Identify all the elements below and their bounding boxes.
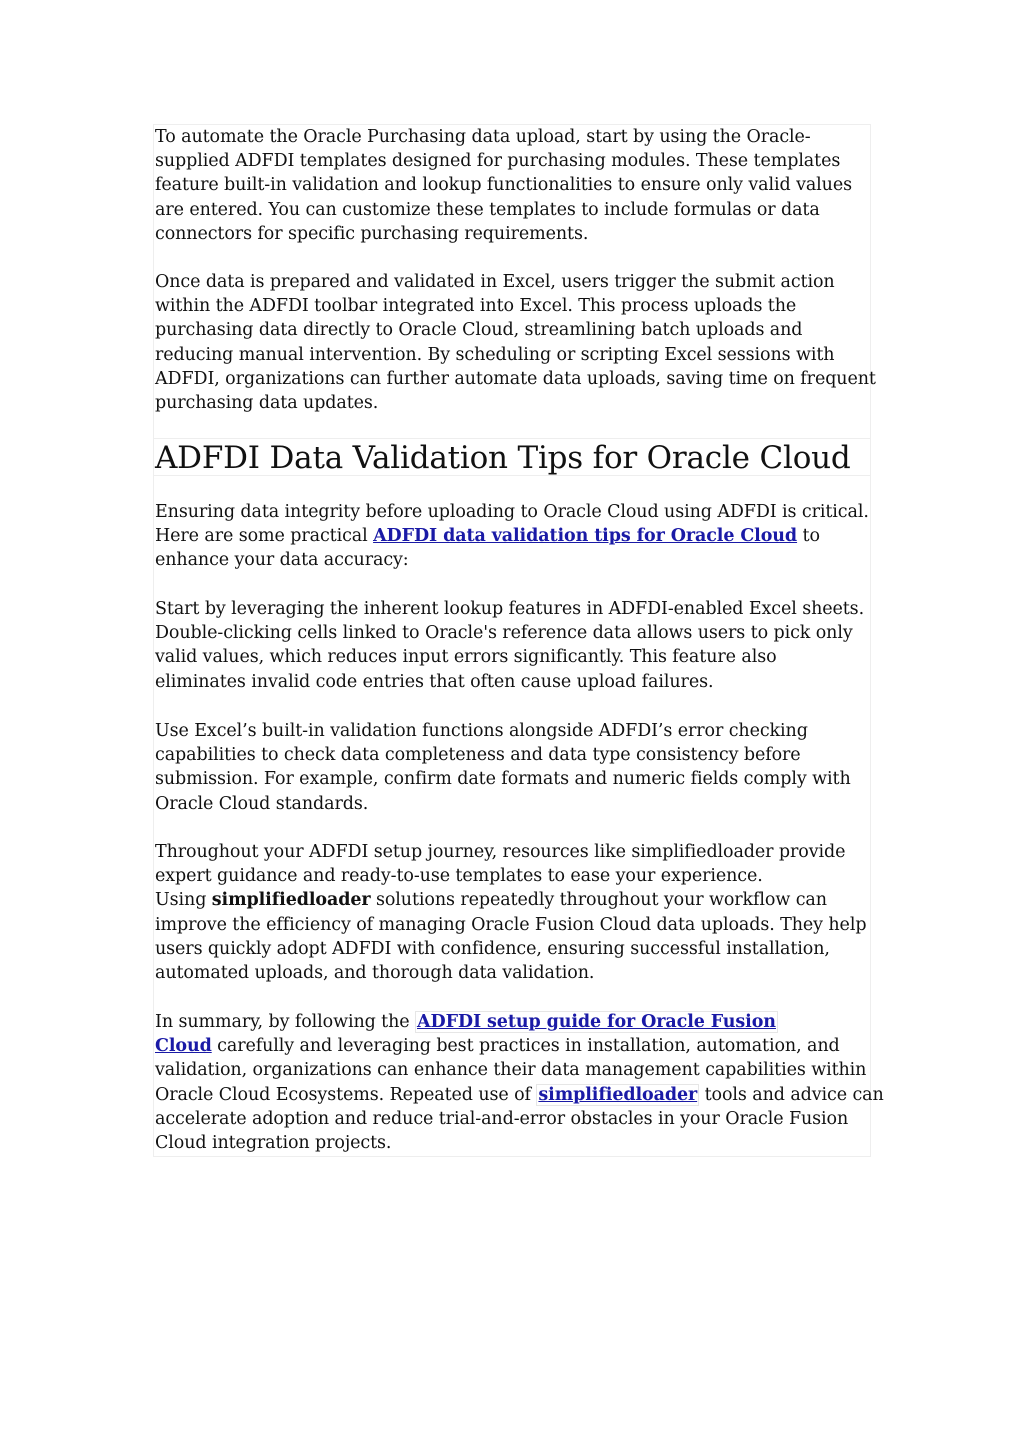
text-line: ADFDI, organizations can further automate data uploads, saving time on frequent <box>155 368 876 389</box>
text-line <box>155 888 871 912</box>
paragraph-data-integrity <box>155 500 871 573</box>
text-line <box>155 524 871 548</box>
text-line: Oracle Cloud standards. <box>155 793 369 814</box>
text-line: are entered. You can customize these templates to include formulas or data <box>155 199 820 220</box>
paragraph-excel-validation <box>155 719 871 816</box>
text-fragment: solutions repeatedly throughout your workflow can <box>370 890 827 911</box>
text-fragment: tools and advice can <box>699 1084 884 1105</box>
paragraph-lookup-features <box>155 597 871 694</box>
text-line: submission. For example, confirm date formats and numeric fields comply with <box>155 769 851 790</box>
text-line: connectors for specific purchasing requirements. <box>155 223 589 244</box>
text-line: purchasing data updates. <box>155 393 379 414</box>
text-line: valid values, which reduces input errors significantly. This feature also <box>155 647 777 668</box>
text-line: Start by leveraging the inherent lookup features in ADFDI-enabled Excel sheets. <box>155 599 865 619</box>
text-line: Ensuring data integrity before uploading to Oracle Cloud using ADFDI is critical. <box>155 502 869 522</box>
paragraph-purchasing-upload <box>155 125 871 246</box>
text-fragment: carefully and leveraging best practices in installation, automation, and <box>211 1036 840 1057</box>
paragraph-setup-journey <box>155 840 871 985</box>
text-line <box>155 1034 871 1058</box>
setup-guide-link-continued[interactable]: Cloud <box>155 1036 212 1057</box>
text-line: expert guidance and ready-to-use templates to ease your experience. <box>155 866 763 887</box>
text-line: feature built-in validation and lookup functionalities to ensure only valid values <box>155 175 852 196</box>
text-line: accelerate adoption and reduce trial-and-error obstacles in your Oracle Fusion <box>155 1108 849 1129</box>
text-line: within the ADFDI toolbar integrated into Excel. This process uploads the <box>155 296 797 317</box>
text-line: To automate the Oracle Purchasing data upload, start by using the Oracle- <box>155 127 811 147</box>
text-line: purchasing data directly to Oracle Cloud, streamlining batch uploads and <box>155 320 803 341</box>
text-line: Double-clicking cells linked to Oracle's reference data allows users to pick only <box>155 623 853 644</box>
text-line: Cloud integration projects. <box>155 1133 392 1154</box>
text-fragment: Oracle Cloud Ecosystems. Repeated use of <box>155 1084 537 1105</box>
text-line: Throughout your ADFDI setup journey, resources like simplifiedloader provide <box>155 842 846 862</box>
text-line <box>155 1010 871 1034</box>
text-line: Once data is prepared and validated in Excel, users trigger the submit action <box>155 272 835 292</box>
simplifiedloader-link[interactable]: simplifiedloader <box>538 1084 698 1105</box>
text-fragment: to <box>797 526 820 547</box>
text-line: automated uploads, and thorough data validation. <box>155 963 595 984</box>
text-line: validation, organizations can enhance their data management capabilities within <box>155 1060 867 1081</box>
text-line: users quickly adopt ADFDI with confidence, ensuring successful installation, <box>155 938 830 959</box>
text-fragment: Here are some practical <box>155 526 374 547</box>
paragraph-submit-action <box>155 270 876 415</box>
validation-tips-link[interactable]: ADFDI data validation tips for Oracle Cloud <box>373 526 798 547</box>
section-heading: ADFDI Data Validation Tips for Oracle Cloud <box>155 440 851 476</box>
brand-name-bold: simplifiedloader <box>211 890 371 911</box>
paragraph-summary <box>155 1010 884 1155</box>
text-line: capabilities to check data completeness and data type consistency before <box>155 745 801 766</box>
text-line: Use Excel’s built-in validation functions alongside ADFDI’s error checking <box>155 721 808 741</box>
text-line: supplied ADFDI templates designed for purchasing modules. These templates <box>155 151 841 172</box>
text-line: reducing manual intervention. By scheduling or scripting Excel sessions with <box>155 344 835 365</box>
text-line: improve the efficiency of managing Oracle Fusion Cloud data uploads. They help <box>155 914 867 935</box>
setup-guide-link[interactable]: ADFDI setup guide for Oracle Fusion <box>417 1012 776 1032</box>
text-line: eliminates invalid code entries that often cause upload failures. <box>155 671 714 692</box>
text-fragment: Using <box>155 890 212 911</box>
text-line <box>155 1083 884 1107</box>
text-line: enhance your data accuracy: <box>155 550 409 571</box>
text-fragment: In summary, by following the <box>155 1012 416 1032</box>
